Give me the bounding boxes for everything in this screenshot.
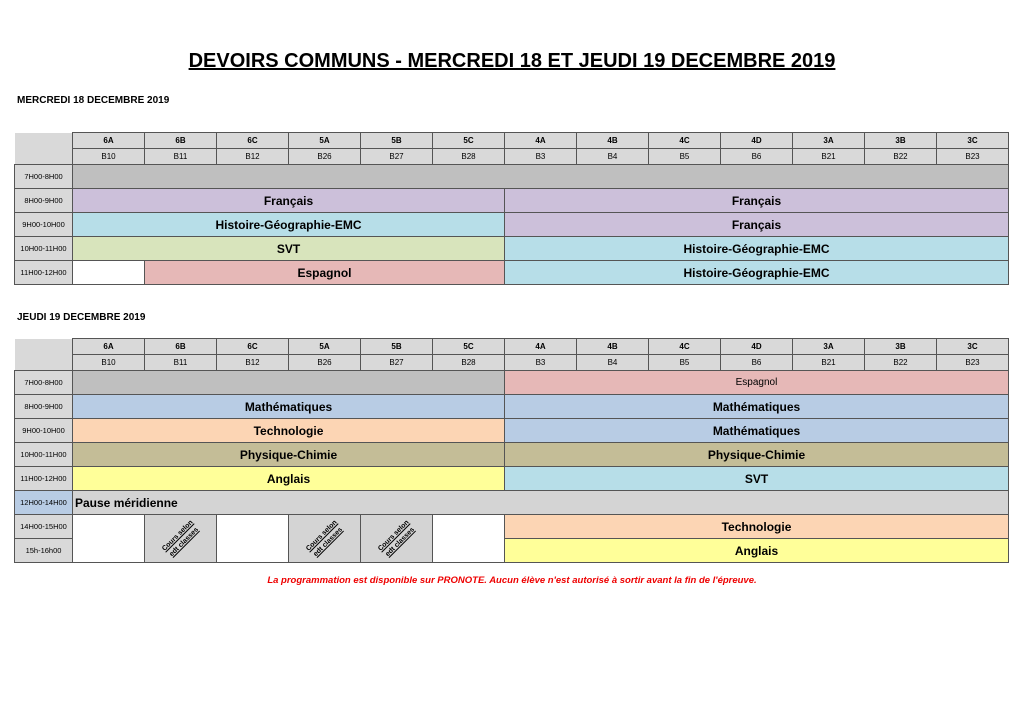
class-header: 4B — [577, 133, 649, 149]
room-header: B10 — [73, 149, 145, 165]
room-header: B26 — [289, 355, 361, 371]
lunch-break-cell: Pause méridienne — [73, 491, 1009, 515]
room-header: B5 — [649, 149, 721, 165]
room-header: B4 — [577, 149, 649, 165]
footer-note: La programmation est disponible sur PRONOTE. Aucun élève n'est autorisé à sortir avant la fin de l'épreuve. — [267, 575, 757, 586]
time-row — [15, 213, 1009, 237]
class-header: 6C — [217, 339, 289, 355]
class-header: 4A — [505, 339, 577, 355]
room-header: B12 — [217, 355, 289, 371]
class-header-row — [15, 339, 1009, 355]
class-schedule-cell: Cours selon edt classes — [145, 515, 217, 563]
time-slot: 9H00-10H00 — [15, 419, 73, 443]
exam-cell: SVT — [73, 237, 505, 261]
class-header: 3C — [937, 339, 1009, 355]
class-header: 5C — [433, 339, 505, 355]
class-header: 4C — [649, 339, 721, 355]
class-schedule-cell: Cours selon edt classes — [289, 515, 361, 563]
class-header-row — [15, 133, 1009, 149]
time-slot: 8H00-9H00 — [15, 395, 73, 419]
class-header: 5B — [361, 133, 433, 149]
exam-cell: Français — [73, 189, 505, 213]
class-header: 3C — [937, 133, 1009, 149]
exam-cell: SVT — [505, 467, 1009, 491]
empty-slot — [73, 261, 145, 285]
class-header: 3B — [865, 133, 937, 149]
room-header: B23 — [937, 355, 1009, 371]
room-header: B27 — [361, 355, 433, 371]
time-row — [15, 419, 1009, 443]
empty-slot — [73, 165, 1009, 189]
exam-cell: Espagnol — [145, 261, 505, 285]
exam-cell: Technologie — [505, 515, 1009, 539]
room-header: B28 — [433, 149, 505, 165]
room-header: B23 — [937, 149, 1009, 165]
exam-cell: Histoire-Géographie-EMC — [505, 261, 1009, 285]
time-slot: 9H00-10H00 — [15, 213, 73, 237]
empty-slot — [217, 515, 289, 563]
room-header: B22 — [865, 149, 937, 165]
class-header: 3A — [793, 339, 865, 355]
time-slot: 12H00-14H00 — [15, 491, 73, 515]
time-slot: 10H00-11H00 — [15, 237, 73, 261]
class-header: 6B — [145, 133, 217, 149]
exam-cell: Histoire-Géographie-EMC — [505, 237, 1009, 261]
room-header: B4 — [577, 355, 649, 371]
time-slot: 8H00-9H00 — [15, 189, 73, 213]
room-header: B10 — [73, 355, 145, 371]
class-header: 3A — [793, 133, 865, 149]
exam-cell: Anglais — [73, 467, 505, 491]
day2-schedule-table — [14, 338, 1009, 563]
room-header-row — [15, 355, 1009, 371]
time-row — [15, 491, 1009, 515]
empty-slot — [73, 371, 505, 395]
exam-cell: Physique-Chimie — [73, 443, 505, 467]
room-header: B11 — [145, 149, 217, 165]
room-header: B21 — [793, 149, 865, 165]
room-header: B28 — [433, 355, 505, 371]
time-row — [15, 515, 1009, 539]
class-header: 5A — [289, 339, 361, 355]
room-header-row — [15, 149, 1009, 165]
class-header: 4C — [649, 133, 721, 149]
exam-cell: Anglais — [505, 539, 1009, 563]
class-header: 4D — [721, 339, 793, 355]
empty-slot — [433, 515, 505, 563]
class-header: 5B — [361, 339, 433, 355]
day2-heading: JEUDI 19 DECEMBRE 2019 — [17, 312, 146, 323]
room-header: B21 — [793, 355, 865, 371]
time-row — [15, 237, 1009, 261]
exam-cell: Physique-Chimie — [505, 443, 1009, 467]
time-slot: 7H00-8H00 — [15, 371, 73, 395]
class-header: 6A — [73, 133, 145, 149]
day1-heading: MERCREDI 18 DECEMBRE 2019 — [17, 95, 170, 106]
day1-schedule-table — [14, 132, 1009, 285]
class-header: 6A — [73, 339, 145, 355]
time-slot: 11H00-12H00 — [15, 467, 73, 491]
exam-cell: Mathématiques — [73, 395, 505, 419]
time-row — [15, 165, 1009, 189]
time-row — [15, 467, 1009, 491]
time-row — [15, 395, 1009, 419]
time-row — [15, 261, 1009, 285]
class-header: 5C — [433, 133, 505, 149]
time-row — [15, 443, 1009, 467]
exam-cell: Français — [505, 213, 1009, 237]
room-header: B5 — [649, 355, 721, 371]
time-slot: 11H00-12H00 — [15, 261, 73, 285]
exam-cell: Technologie — [73, 419, 505, 443]
exam-cell: Mathématiques — [505, 419, 1009, 443]
time-row — [15, 371, 1009, 395]
exam-cell: Histoire-Géographie-EMC — [73, 213, 505, 237]
room-header: B3 — [505, 149, 577, 165]
page-title: DEVOIRS COMMUNS - MERCREDI 18 ET JEUDI 19 DECEMBRE 2019 — [188, 50, 836, 72]
class-header: 5A — [289, 133, 361, 149]
class-header: 4D — [721, 133, 793, 149]
time-slot: 14H00-15H00 — [15, 515, 73, 539]
exam-cell: Mathématiques — [505, 395, 1009, 419]
room-header: B12 — [217, 149, 289, 165]
room-header: B11 — [145, 355, 217, 371]
time-row — [15, 189, 1009, 213]
time-slot: 10H00-11H00 — [15, 443, 73, 467]
time-slot: 7H00-8H00 — [15, 165, 73, 189]
room-header: B27 — [361, 149, 433, 165]
empty-slot — [73, 515, 145, 563]
room-header: B26 — [289, 149, 361, 165]
exam-cell: Espagnol — [505, 371, 1009, 395]
class-schedule-cell: Cours selon edt classes — [361, 515, 433, 563]
room-header: B22 — [865, 355, 937, 371]
class-header: 6B — [145, 339, 217, 355]
class-header: 4B — [577, 339, 649, 355]
room-header: B6 — [721, 149, 793, 165]
exam-cell: Français — [505, 189, 1009, 213]
class-header: 3B — [865, 339, 937, 355]
time-slot: 15h-16h00 — [15, 539, 73, 563]
room-header: B6 — [721, 355, 793, 371]
class-header: 6C — [217, 133, 289, 149]
room-header: B3 — [505, 355, 577, 371]
class-header: 4A — [505, 133, 577, 149]
